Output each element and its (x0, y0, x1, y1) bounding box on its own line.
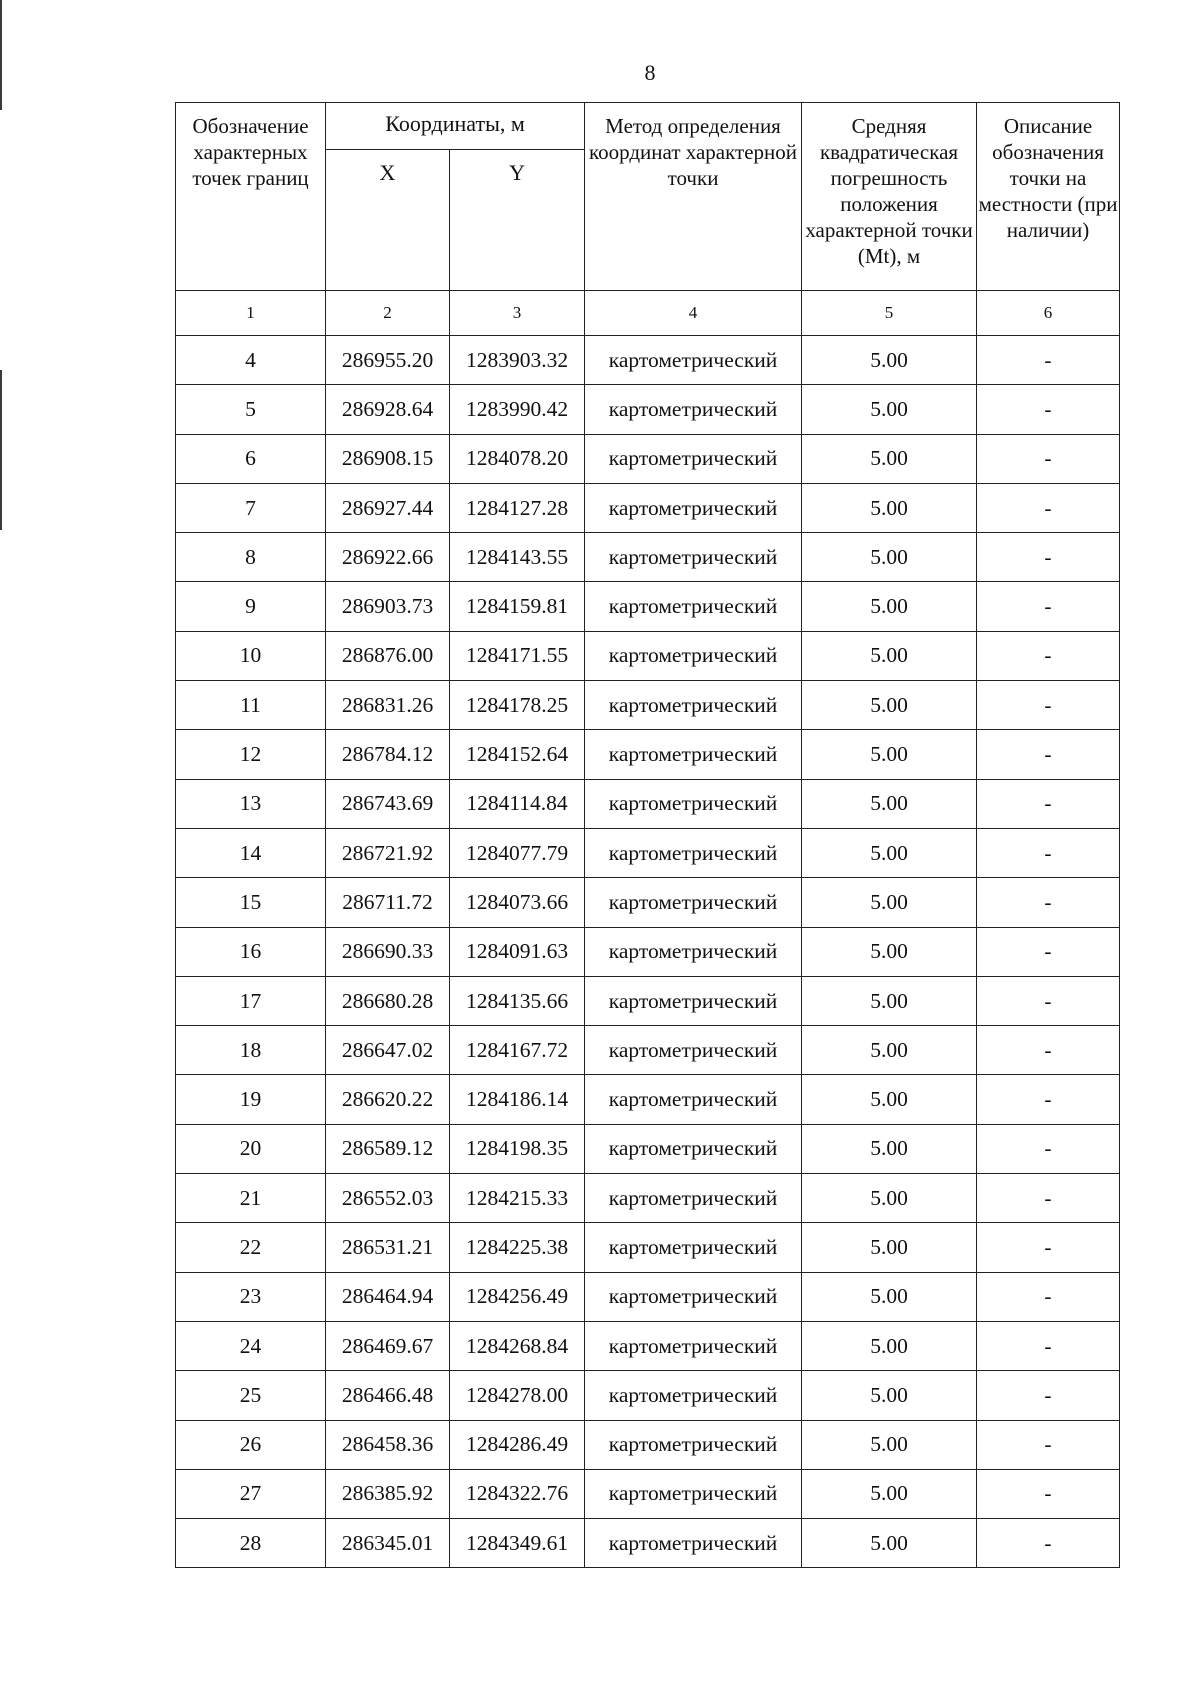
method-cell: картометрический (585, 1174, 802, 1223)
point-number-cell: 27 (176, 1469, 326, 1518)
description-cell: - (977, 1420, 1120, 1469)
description-cell: - (977, 878, 1120, 927)
point-number-cell: 23 (176, 1272, 326, 1321)
scan-edge-mark (0, 370, 2, 530)
x-coordinate-cell: 286345.01 (326, 1519, 450, 1568)
x-coordinate-cell: 286927.44 (326, 483, 450, 532)
point-number-cell: 5 (176, 385, 326, 434)
x-coordinate-cell: 286928.64 (326, 385, 450, 434)
column-number: 5 (802, 291, 977, 336)
method-cell: картометрический (585, 1469, 802, 1518)
error-cell: 5.00 (802, 1174, 977, 1223)
method-cell: картометрический (585, 533, 802, 582)
y-coordinate-cell: 1284143.55 (450, 533, 585, 582)
error-cell: 5.00 (802, 1420, 977, 1469)
table-row (176, 1420, 1120, 1469)
table-row (176, 1519, 1120, 1568)
error-cell: 5.00 (802, 483, 977, 532)
description-cell: - (977, 976, 1120, 1025)
x-coordinate-cell: 286876.00 (326, 631, 450, 680)
method-cell: картометрический (585, 631, 802, 680)
y-coordinate-cell: 1284322.76 (450, 1469, 585, 1518)
method-cell: картометрический (585, 1519, 802, 1568)
point-number-cell: 10 (176, 631, 326, 680)
table-row (176, 483, 1120, 532)
table-row (176, 434, 1120, 483)
method-cell: картометрический (585, 336, 802, 385)
y-coordinate-cell: 1284349.61 (450, 1519, 585, 1568)
table-row (176, 779, 1120, 828)
point-number-cell: 8 (176, 533, 326, 582)
table-row (176, 1469, 1120, 1518)
point-number-cell: 17 (176, 976, 326, 1025)
boundary-points-table (175, 102, 1120, 1568)
method-cell: картометрический (585, 927, 802, 976)
point-number-cell: 9 (176, 582, 326, 631)
y-coordinate-cell: 1283903.32 (450, 336, 585, 385)
description-cell: - (977, 1519, 1120, 1568)
scan-edge-mark (0, 0, 2, 110)
y-coordinate-cell: 1284091.63 (450, 927, 585, 976)
x-coordinate-cell: 286464.94 (326, 1272, 450, 1321)
x-coordinate-cell: 286784.12 (326, 730, 450, 779)
table-row (176, 631, 1120, 680)
method-cell: картометрический (585, 976, 802, 1025)
method-cell: картометрический (585, 779, 802, 828)
table-row (176, 878, 1120, 927)
y-coordinate-cell: 1284225.38 (450, 1223, 585, 1272)
description-cell: - (977, 533, 1120, 582)
x-coordinate-cell: 286620.22 (326, 1075, 450, 1124)
point-number-cell: 12 (176, 730, 326, 779)
table-row (176, 1174, 1120, 1223)
error-cell: 5.00 (802, 779, 977, 828)
x-coordinate-cell: 286711.72 (326, 878, 450, 927)
error-cell: 5.00 (802, 828, 977, 877)
description-cell: - (977, 434, 1120, 483)
header-point: Обозначение характерных точек границ (176, 103, 326, 291)
column-number: 3 (450, 291, 585, 336)
y-coordinate-cell: 1284186.14 (450, 1075, 585, 1124)
point-number-cell: 6 (176, 434, 326, 483)
error-cell: 5.00 (802, 631, 977, 680)
point-number-cell: 16 (176, 927, 326, 976)
x-coordinate-cell: 286458.36 (326, 1420, 450, 1469)
point-number-cell: 28 (176, 1519, 326, 1568)
x-coordinate-cell: 286922.66 (326, 533, 450, 582)
method-cell: картометрический (585, 1321, 802, 1370)
column-number: 1 (176, 291, 326, 336)
y-coordinate-cell: 1284178.25 (450, 681, 585, 730)
error-cell: 5.00 (802, 681, 977, 730)
error-cell: 5.00 (802, 1469, 977, 1518)
method-cell: картометрический (585, 1272, 802, 1321)
error-cell: 5.00 (802, 878, 977, 927)
table-row (176, 336, 1120, 385)
table-row (176, 976, 1120, 1025)
method-cell: картометрический (585, 582, 802, 631)
column-number: 2 (326, 291, 450, 336)
header-coordinates: Координаты, м (326, 103, 585, 150)
x-coordinate-cell: 286647.02 (326, 1026, 450, 1075)
error-cell: 5.00 (802, 1519, 977, 1568)
method-cell: картометрический (585, 483, 802, 532)
description-cell: - (977, 1321, 1120, 1370)
table-row (176, 582, 1120, 631)
point-number-cell: 21 (176, 1174, 326, 1223)
description-cell: - (977, 1174, 1120, 1223)
error-cell: 5.00 (802, 730, 977, 779)
method-cell: картометрический (585, 1124, 802, 1173)
description-cell: - (977, 927, 1120, 976)
x-coordinate-cell: 286552.03 (326, 1174, 450, 1223)
table-row (176, 1223, 1120, 1272)
point-number-cell: 7 (176, 483, 326, 532)
point-number-cell: 18 (176, 1026, 326, 1075)
y-coordinate-cell: 1284127.28 (450, 483, 585, 532)
header-method: Метод определения координат характерной точки (585, 103, 802, 291)
y-coordinate-cell: 1284268.84 (450, 1321, 585, 1370)
description-cell: - (977, 1371, 1120, 1420)
point-number-cell: 19 (176, 1075, 326, 1124)
x-coordinate-cell: 286903.73 (326, 582, 450, 631)
table-row (176, 1321, 1120, 1370)
x-coordinate-cell: 286831.26 (326, 681, 450, 730)
table-row (176, 681, 1120, 730)
header-description: Описание обозначения точки на местности (при наличии) (977, 103, 1120, 291)
table-row (176, 1075, 1120, 1124)
method-cell: картометрический (585, 385, 802, 434)
method-cell: картометрический (585, 878, 802, 927)
error-cell: 5.00 (802, 533, 977, 582)
method-cell: картометрический (585, 1223, 802, 1272)
method-cell: картометрический (585, 828, 802, 877)
error-cell: 5.00 (802, 385, 977, 434)
y-coordinate-cell: 1284114.84 (450, 779, 585, 828)
description-cell: - (977, 1124, 1120, 1173)
error-cell: 5.00 (802, 1026, 977, 1075)
point-number-cell: 13 (176, 779, 326, 828)
y-coordinate-cell: 1284198.35 (450, 1124, 585, 1173)
table-header-row (176, 103, 1120, 150)
table-row (176, 533, 1120, 582)
x-coordinate-cell: 286385.92 (326, 1469, 450, 1518)
header-x: X (326, 150, 450, 291)
y-coordinate-cell: 1284171.55 (450, 631, 585, 680)
y-coordinate-cell: 1284215.33 (450, 1174, 585, 1223)
method-cell: картометрический (585, 730, 802, 779)
header-error: Средняя квадратическая погрешность положения характерной точки (Mt), м (802, 103, 977, 291)
error-cell: 5.00 (802, 434, 977, 483)
description-cell: - (977, 1469, 1120, 1518)
table-body (176, 336, 1120, 1568)
y-coordinate-cell: 1284167.72 (450, 1026, 585, 1075)
point-number-cell: 11 (176, 681, 326, 730)
error-cell: 5.00 (802, 927, 977, 976)
table-row (176, 1272, 1120, 1321)
error-cell: 5.00 (802, 1223, 977, 1272)
description-cell: - (977, 730, 1120, 779)
description-cell: - (977, 582, 1120, 631)
description-cell: - (977, 631, 1120, 680)
description-cell: - (977, 828, 1120, 877)
table-row (176, 927, 1120, 976)
method-cell: картометрический (585, 1075, 802, 1124)
x-coordinate-cell: 286743.69 (326, 779, 450, 828)
error-cell: 5.00 (802, 1321, 977, 1370)
y-coordinate-cell: 1284286.49 (450, 1420, 585, 1469)
method-cell: картометрический (585, 434, 802, 483)
y-coordinate-cell: 1284078.20 (450, 434, 585, 483)
table-row (176, 1026, 1120, 1075)
description-cell: - (977, 1272, 1120, 1321)
error-cell: 5.00 (802, 582, 977, 631)
point-number-cell: 24 (176, 1321, 326, 1370)
x-coordinate-cell: 286531.21 (326, 1223, 450, 1272)
point-number-cell: 15 (176, 878, 326, 927)
error-cell: 5.00 (802, 976, 977, 1025)
description-cell: - (977, 385, 1120, 434)
page-number: 8 (644, 60, 656, 85)
method-cell: картометрический (585, 1026, 802, 1075)
x-coordinate-cell: 286955.20 (326, 336, 450, 385)
table-row (176, 385, 1120, 434)
column-number: 4 (585, 291, 802, 336)
y-coordinate-cell: 1284256.49 (450, 1272, 585, 1321)
y-coordinate-cell: 1284077.79 (450, 828, 585, 877)
method-cell: картометрический (585, 681, 802, 730)
table-row (176, 1371, 1120, 1420)
description-cell: - (977, 1075, 1120, 1124)
x-coordinate-cell: 286469.67 (326, 1321, 450, 1370)
error-cell: 5.00 (802, 336, 977, 385)
column-number-row (176, 291, 1120, 336)
table-row (176, 1124, 1120, 1173)
x-coordinate-cell: 286589.12 (326, 1124, 450, 1173)
x-coordinate-cell: 286466.48 (326, 1371, 450, 1420)
point-number-cell: 22 (176, 1223, 326, 1272)
error-cell: 5.00 (802, 1371, 977, 1420)
point-number-cell: 4 (176, 336, 326, 385)
x-coordinate-cell: 286908.15 (326, 434, 450, 483)
y-coordinate-cell: 1284135.66 (450, 976, 585, 1025)
y-coordinate-cell: 1283990.42 (450, 385, 585, 434)
y-coordinate-cell: 1284073.66 (450, 878, 585, 927)
description-cell: - (977, 681, 1120, 730)
error-cell: 5.00 (802, 1272, 977, 1321)
y-coordinate-cell: 1284278.00 (450, 1371, 585, 1420)
x-coordinate-cell: 286721.92 (326, 828, 450, 877)
point-number-cell: 25 (176, 1371, 326, 1420)
error-cell: 5.00 (802, 1075, 977, 1124)
x-coordinate-cell: 286680.28 (326, 976, 450, 1025)
column-number: 6 (977, 291, 1120, 336)
x-coordinate-cell: 286690.33 (326, 927, 450, 976)
header-y: Y (450, 150, 585, 291)
point-number-cell: 26 (176, 1420, 326, 1469)
point-number-cell: 20 (176, 1124, 326, 1173)
description-cell: - (977, 779, 1120, 828)
description-cell: - (977, 483, 1120, 532)
method-cell: картометрический (585, 1371, 802, 1420)
method-cell: картометрический (585, 1420, 802, 1469)
point-number-cell: 14 (176, 828, 326, 877)
y-coordinate-cell: 1284159.81 (450, 582, 585, 631)
description-cell: - (977, 1223, 1120, 1272)
error-cell: 5.00 (802, 1124, 977, 1173)
description-cell: - (977, 1026, 1120, 1075)
y-coordinate-cell: 1284152.64 (450, 730, 585, 779)
table-row (176, 730, 1120, 779)
table-row (176, 828, 1120, 877)
description-cell: - (977, 336, 1120, 385)
